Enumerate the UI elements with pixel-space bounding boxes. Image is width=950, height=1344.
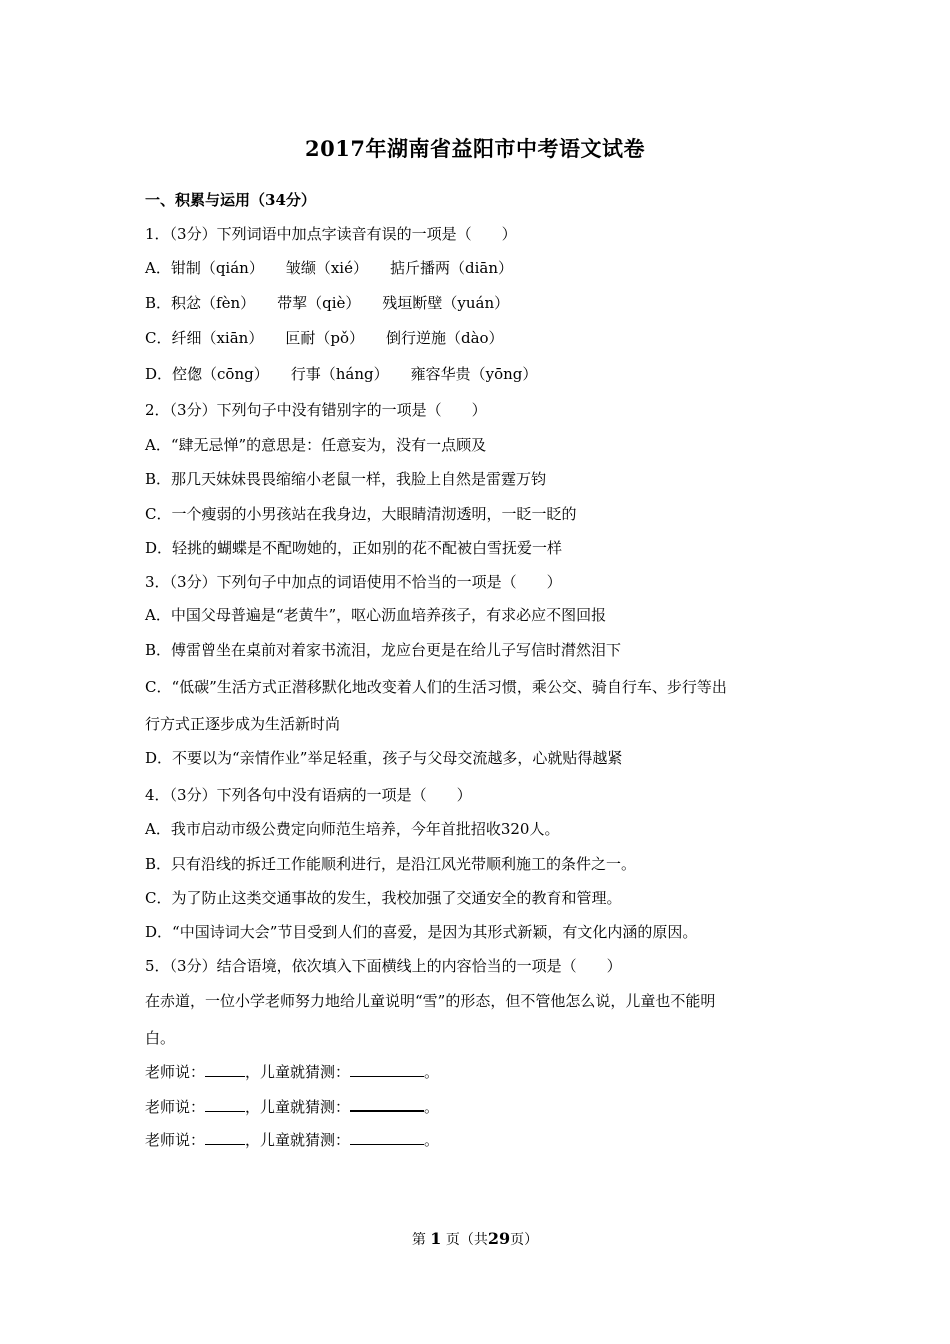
fill-blank-line-2 [145, 1096, 439, 1117]
period-text: 。 [424, 1131, 440, 1149]
question-3-option-c-line-1: C．“低碳”生活方式正潜移默化地改变着人们的生活习惯，乘公交、骑自行车、步行等出 [145, 678, 727, 696]
question-1-option-a [145, 258, 513, 278]
comma-text: ，儿童就猜测： [245, 1131, 351, 1149]
total-page-count: 29 [487, 1229, 511, 1248]
question-2-option-a: A．“肆无忌惮”的意思是：任意妄为，没有一点顾及 [145, 436, 487, 454]
question-2-option-c: C．一个瘦弱的小男孩站在我身边，大眼睛清沏透明，一眨一眨的 [145, 505, 577, 523]
page-title: 2017年湖南省益阳市中考语文试卷 [305, 136, 645, 161]
question-4-option-b: B．只有沿线的拆迁工作能顺利进行，是沿江风光带顺利施工的条件之一。 [145, 855, 637, 873]
comma-text: ，儿童就猜测： [245, 1063, 351, 1081]
question-4-option-c: C．为了防止这类交通事故的发生，我校加强了交通安全的教育和管理。 [145, 889, 622, 907]
question-1-option-b [145, 293, 509, 313]
teacher-label: 老师说： [145, 1063, 206, 1081]
option-a-item-1: A．钳制（qián） [145, 259, 264, 277]
option-c-item-1: C．纤细（xiān） [145, 329, 264, 347]
fill-blank-line-1 [145, 1062, 439, 1082]
option-c-item-3: 倒行逆施（dào） [385, 329, 504, 347]
question-4-option-a: A．我市启动市级公费定向师范生培养，今年首批招收320人。 [145, 820, 560, 838]
blank-3[interactable] [205, 1097, 245, 1112]
blank-1[interactable] [205, 1062, 245, 1077]
period-text: 。 [424, 1098, 440, 1116]
question-4-option-d: D．“中国诗词大会”节目受到人们的喜爱，是因为其形式新颖，有文化内涵的原因。 [145, 923, 698, 941]
question-5-stem: 5．（3分）结合语境，依次填入下面横线上的内容恰当的一项是（ ） [145, 957, 622, 975]
blank-5[interactable] [205, 1130, 245, 1145]
question-3-stem: 3．（3分）下列句子中加点的词语使用不恰当的一项是（ ） [145, 573, 562, 591]
option-d-item-1: D．倥偬（cōng） [145, 365, 269, 383]
question-1-option-c [145, 328, 504, 348]
question-3-option-a: A．中国父母普遍是“老黄牛”，呕心沥血培养孩子，有求必应不图回报 [145, 606, 607, 624]
comma-text: ，儿童就猜测： [245, 1098, 351, 1116]
fill-blank-line-3 [145, 1130, 439, 1150]
question-1-option-d [145, 364, 537, 384]
teacher-label: 老师说： [145, 1131, 206, 1149]
option-b-item-2: 带挈（qiè） [277, 294, 361, 312]
question-2-option-d: D．轻挑的蝴蝶是不配吻她的，正如别的花不配被白雪抚爱一样 [145, 539, 563, 557]
question-4-stem: 4．（3分）下列各句中没有语病的一项是（ ） [145, 786, 472, 804]
option-d-item-3: 雍容华贵（yōng） [410, 365, 538, 383]
option-a-item-3: 掂斤播两（diān） [389, 259, 513, 277]
question-2-option-b: B．那几天妹妹畏畏缩缩小老鼠一样，我脸上自然是雷霆万钧 [145, 470, 547, 488]
question-5-passage-line-2: 白。 [145, 1029, 176, 1047]
option-b-item-3: 残垣断壁（yuán） [382, 294, 510, 312]
blank-4[interactable] [350, 1096, 424, 1112]
blank-2[interactable] [350, 1062, 424, 1077]
current-page-number: 1 [430, 1229, 442, 1248]
section-heading: 一、积累与运用（34分） [145, 191, 316, 209]
question-1-stem: 1．（3分）下列词语中加点字读音有误的一项是（ ） [145, 225, 517, 243]
footer-middle: 页（共 [445, 1232, 488, 1248]
teacher-label: 老师说： [145, 1098, 206, 1116]
option-b-item-1: B．积忿（fèn） [145, 294, 256, 312]
page-footer [0, 1229, 950, 1249]
blank-6[interactable] [350, 1130, 424, 1145]
question-3-option-b: B．傅雷曾坐在桌前对着家书流泪，龙应台更是在给儿子写信时潸然泪下 [145, 641, 622, 659]
question-3-option-d: D．不要以为“亲情作业”举足轻重，孩子与父母交流越多，心就贴得越紧 [145, 749, 623, 767]
footer-prefix: 第 [411, 1232, 426, 1248]
option-c-item-2: 叵耐（pǒ） [285, 329, 364, 347]
question-3-option-c-line-2: 行方式正逐步成为生活新时尚 [145, 715, 341, 733]
period-text: 。 [424, 1063, 440, 1081]
option-d-item-2: 行事（háng） [290, 365, 389, 383]
question-5-passage-line-1: 在赤道，一位小学老师努力地给儿童说明“雪”的形态，但不管他怎么说，儿童也不能明 [145, 992, 716, 1010]
footer-suffix: 页） [510, 1232, 539, 1248]
option-a-item-2: 皱缬（xié） [285, 259, 368, 277]
question-2-stem: 2．（3分）下列句子中没有错别字的一项是（ ） [145, 401, 487, 419]
